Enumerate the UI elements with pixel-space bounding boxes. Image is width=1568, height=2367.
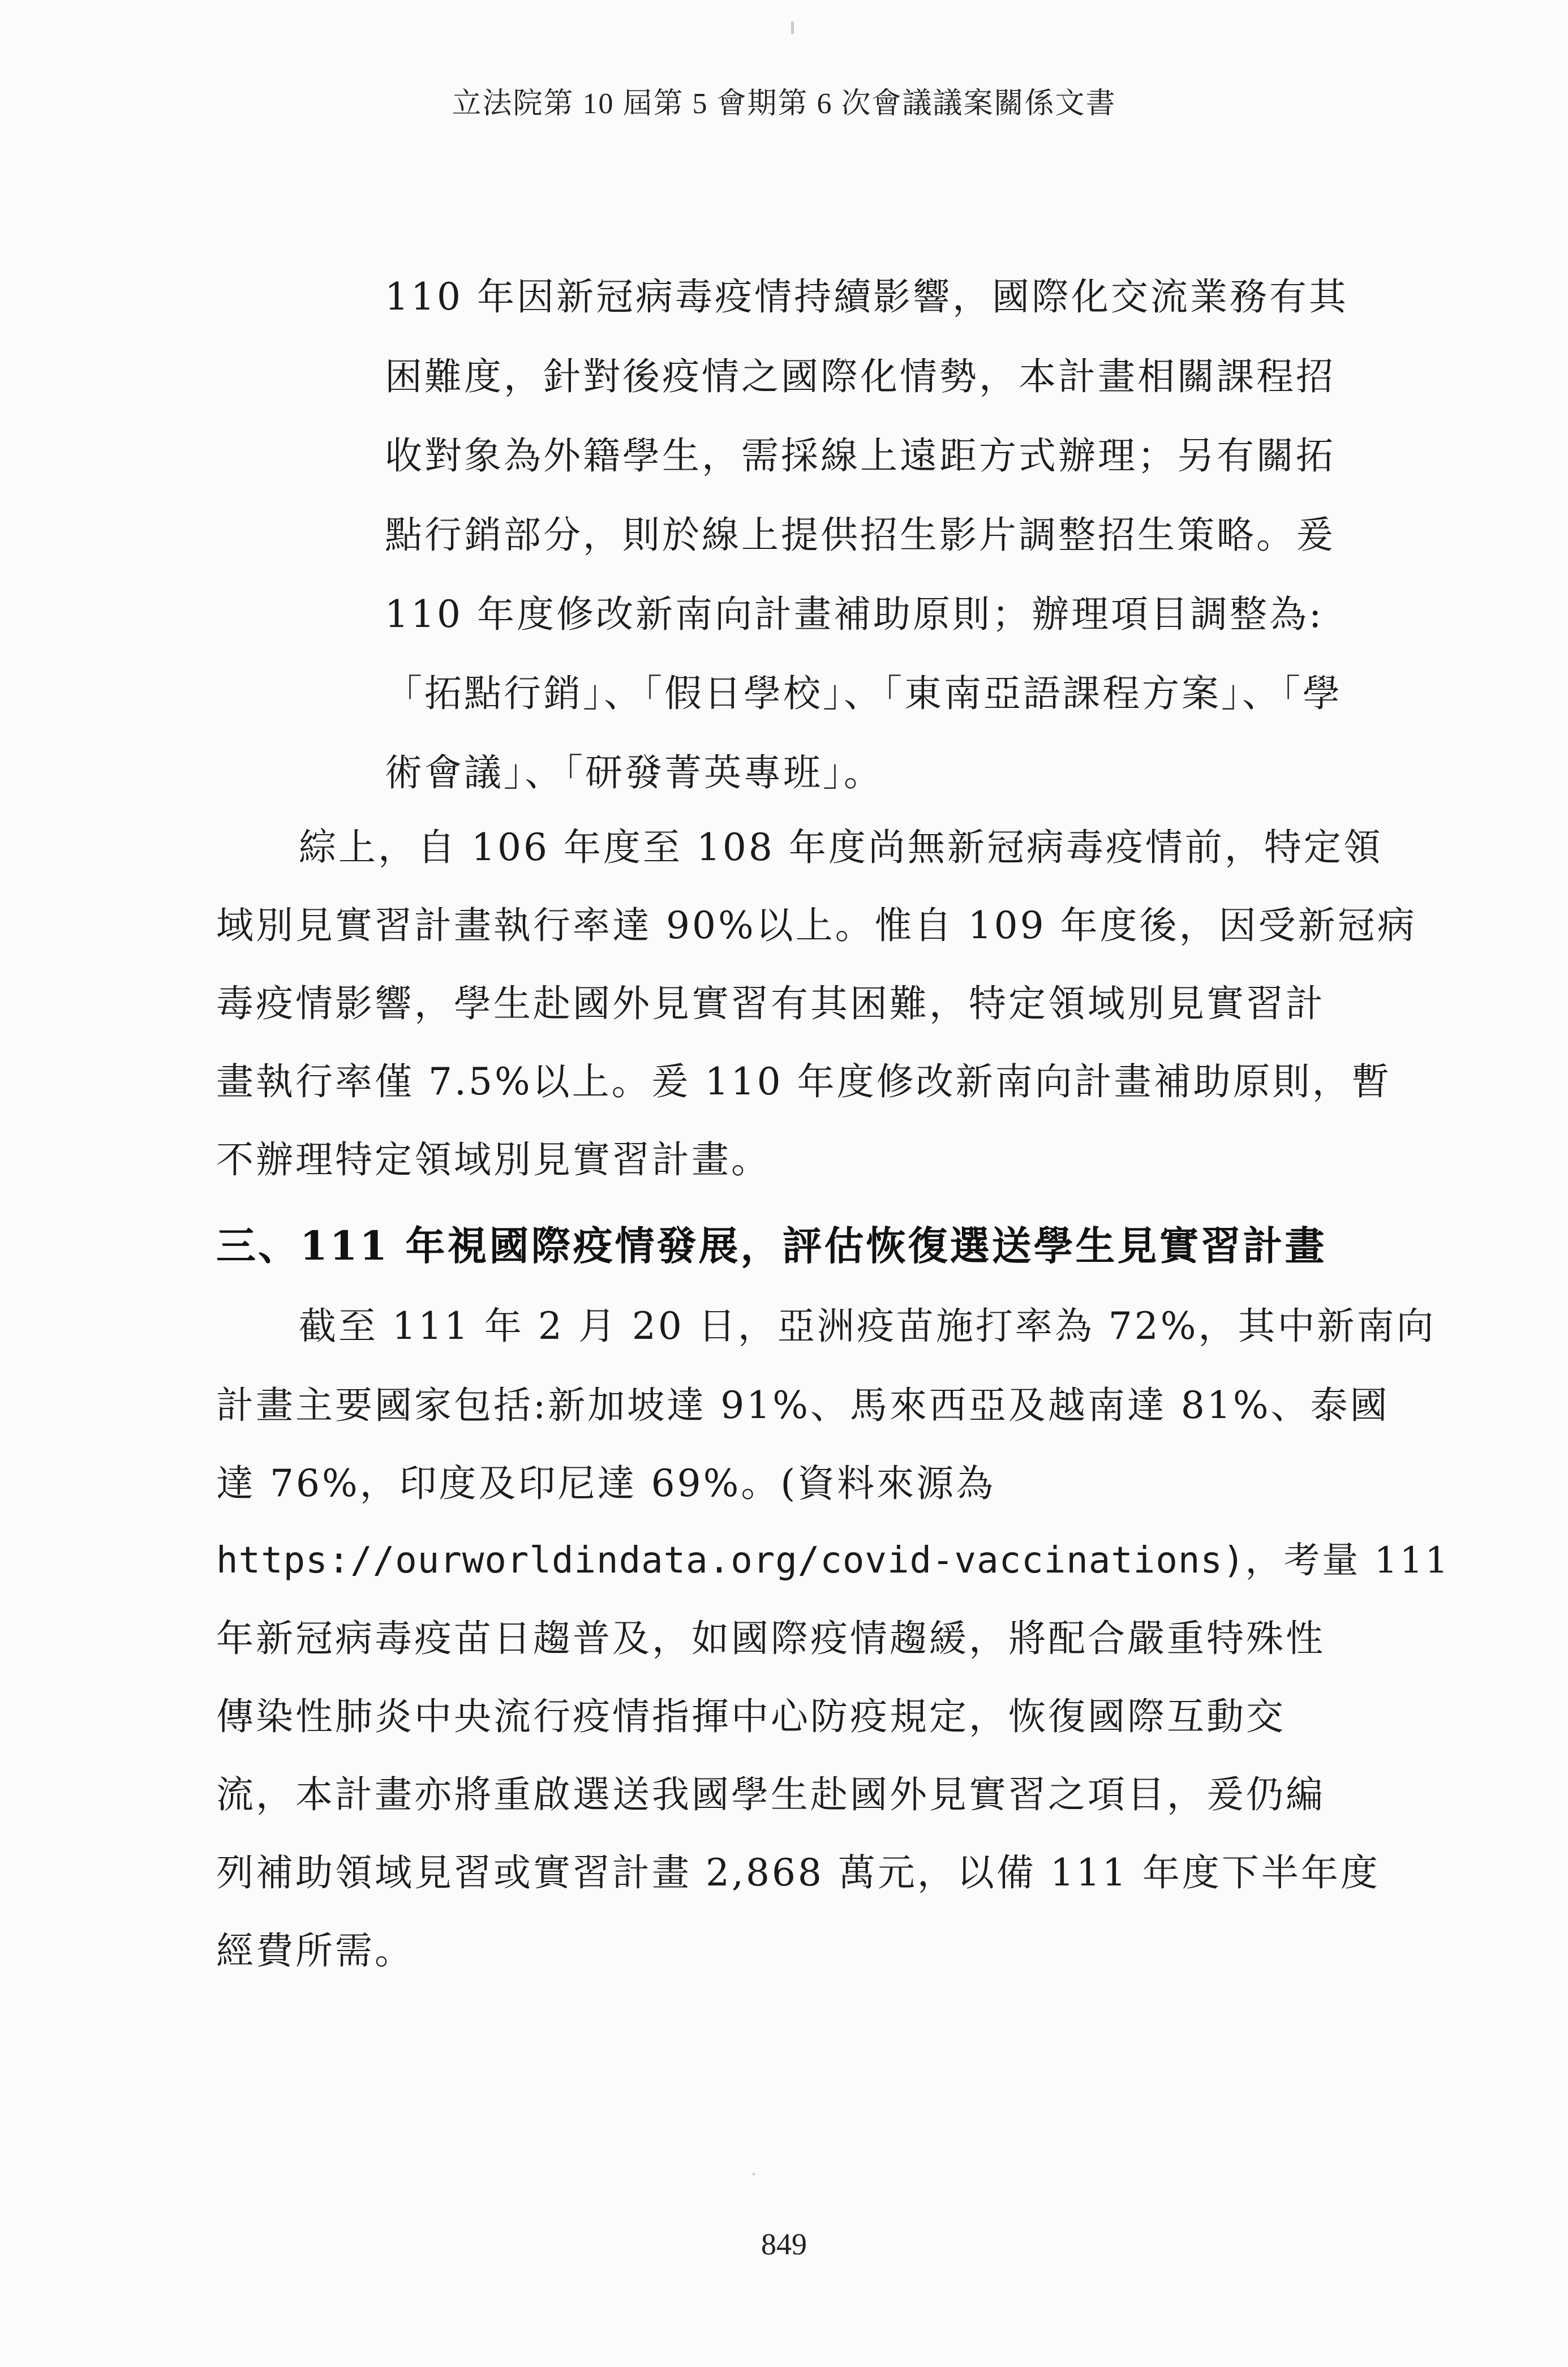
section-heading: 三、111 年視國際疫情發展，評估恢復選送學生見實習計畫 [216,1222,1327,1269]
source-url: https://ourworldindata.org/covid-vaccinations) [216,1540,1245,1582]
text-line: 畫執行率僅 7.5%以上。爰 110 年度修改新南向計畫補助原則，暫 [216,1060,1391,1103]
text-line: 年新冠病毒疫苗日趨普及，如國際疫情趨緩，將配合嚴重特殊性 [216,1617,1325,1660]
text-line: 流，本計畫亦將重啟選送我國學生赴國外見實習之項目，爰仍編 [216,1773,1325,1816]
source-url-line [216,1538,1450,1583]
text-line: 毒疫情影響，學生赴國外見實習有其困難，特定領域別見實習計 [216,982,1325,1025]
text-line: 110 年度修改新南向計畫補助原則；辦理項目調整為: [385,592,1324,636]
scan-speck [753,2173,755,2175]
text-line: 達 76%，印度及印尼達 69%。(資料來源為 [216,1462,996,1505]
text-line: 點行銷部分，則於線上提供招生影片調整招生策略。爰 [385,513,1335,557]
text-line: 傳染性肺炎中央流行疫情指揮中心防疫規定，恢復國際互動交 [216,1695,1286,1738]
text-line: 綜上，自 106 年度至 108 年度尚無新冠病毒疫情前，特定領 [299,826,1383,869]
url-line-tail: ，考量 111 [1245,1540,1450,1582]
text-line: 經費所需。 [216,1929,414,1973]
page-number: 849 [761,2227,807,2261]
text-line: 困難度，針對後疫情之國際化情勢，本計畫相關課程招 [385,355,1335,398]
text-line: 110 年因新冠病毒疫情持續影響，國際化交流業務有其 [385,275,1348,319]
scan-speck [791,22,794,34]
text-line: 域別見實習計畫執行率達 90%以上。惟自 109 年度後，因受新冠病 [216,904,1417,947]
text-line: 不辦理特定領域別見實習計畫。 [216,1138,771,1182]
document-header: 立法院第 10 屆第 5 會期第 6 次會議議案關係文書 [452,88,1116,120]
text-line: 截至 111 年 2 月 20 日，亞洲疫苗施打率為 72%，其中新南向 [299,1304,1436,1348]
text-line: 列補助領域見習或實習計畫 2,868 萬元，以備 111 年度下半年度 [216,1851,1380,1895]
text-line: 收對象為外籍學生，需採線上遠距方式辦理；另有關拓 [385,434,1335,478]
text-line: 「拓點行銷」、「假日學校」、「東南亞語課程方案」、「學 [385,672,1342,715]
text-line: 術會議」、「研發菁英專班」。 [385,751,883,794]
text-line: 計畫主要國家包括:新加坡達 91%、馬來西亞及越南達 81%、泰國 [216,1384,1390,1427]
